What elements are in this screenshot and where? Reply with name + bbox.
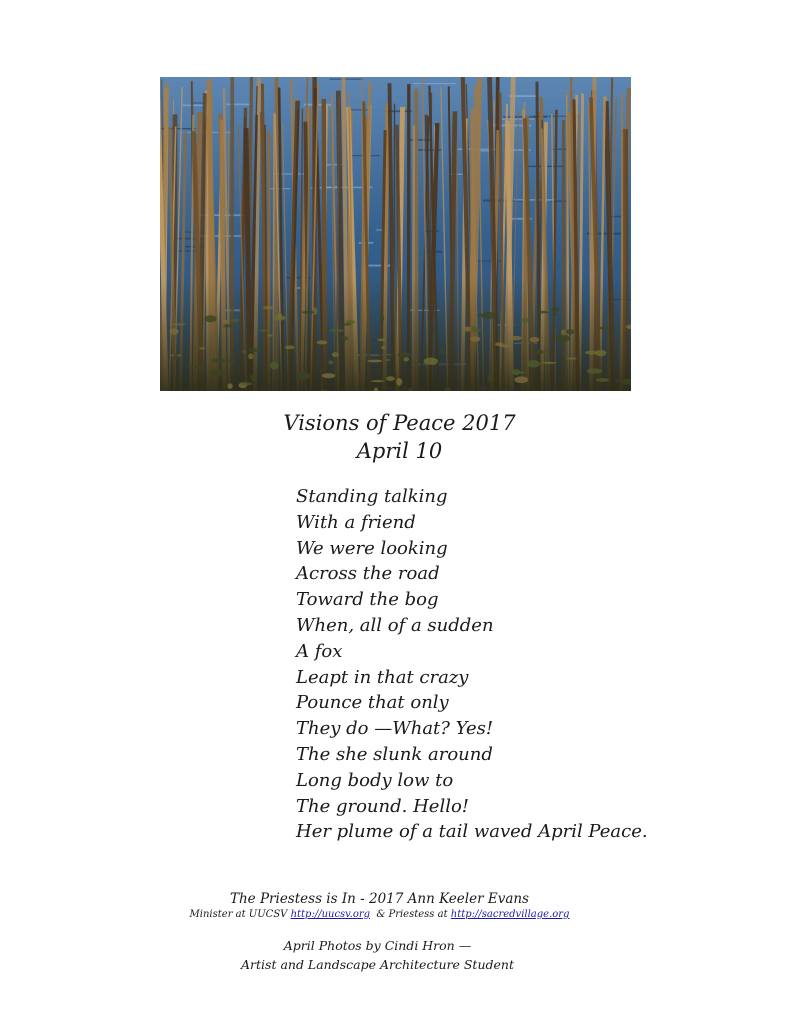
author-credit: The Priestess is In - 2017 Ann Keeler Evans [229,891,529,907]
minister-label: Minister at UUCSV [189,909,291,920]
poem-line: Her plume of a tail waved April Peace. [296,821,648,843]
reeds-image [160,77,631,391]
poem-line: We were looking [296,537,448,559]
poem-line: When, all of a sudden [296,614,494,636]
photographer-role: Artist and Landscape Architecture Student [241,957,514,972]
poem-line: With a friend [296,511,416,533]
poem-date: April 10 [356,439,443,463]
poem-line: A fox [296,640,343,662]
affiliation-line [0,909,775,920]
poem-line: Long body low to [296,769,454,791]
priestess-label: & Priestess at [370,909,451,920]
reeds-photo [160,77,631,391]
poem-line: Leapt in that crazy [296,666,469,688]
poem-line: The ground. Hello! [296,795,470,817]
poem-line: Across the road [296,563,440,585]
poem-line: Pounce that only [296,692,449,714]
photo-credit: April Photos by Cindi Hron — [283,938,472,953]
poem-line: The she slunk around [296,743,493,765]
poem-line: They do —What? Yes! [296,718,494,740]
poem-title: Visions of Peace 2017 [283,411,516,435]
uucsv-link[interactable]: http://uucsv.org [290,909,371,920]
poem-line: Standing talking [296,486,448,507]
sacredvillage-link[interactable]: http://sacredvillage.org [450,909,570,920]
poem-line: Toward the bog [296,589,439,611]
poem-body [296,484,648,845]
